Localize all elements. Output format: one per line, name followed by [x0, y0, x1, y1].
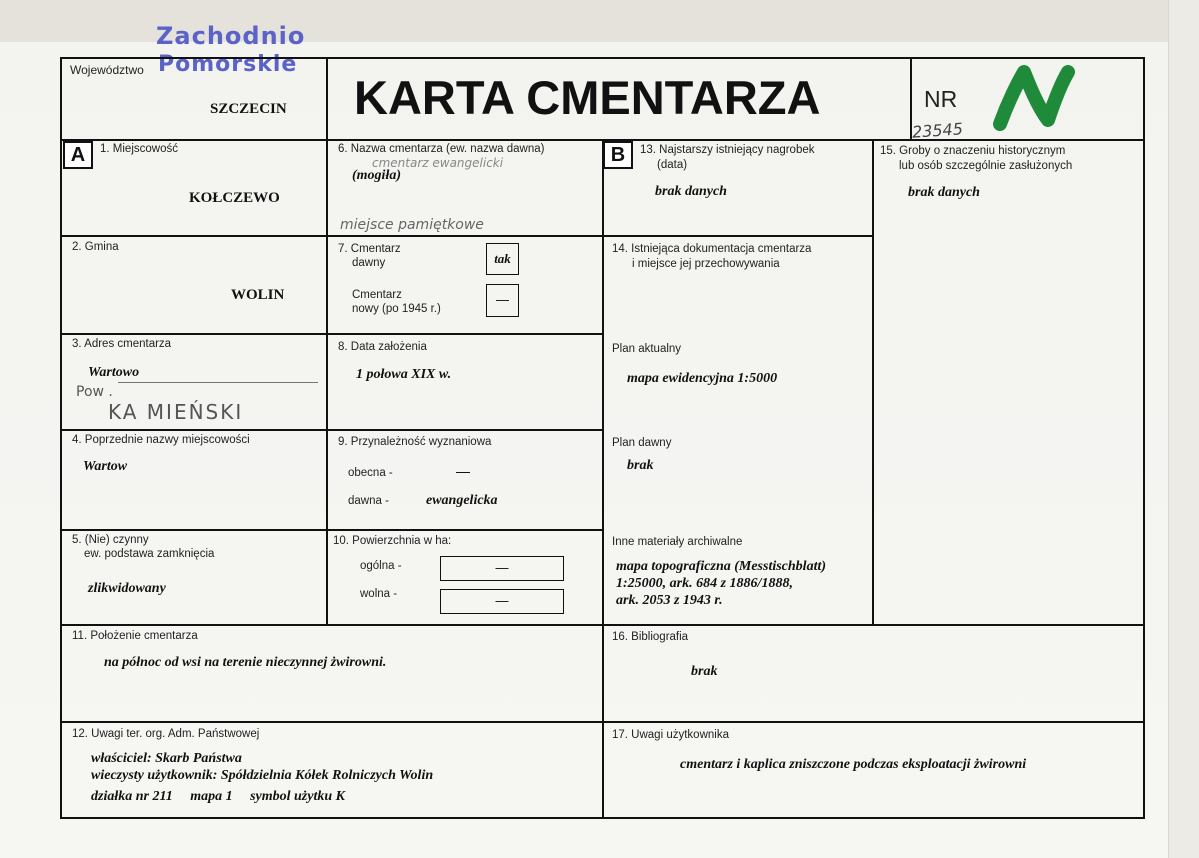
right-strip: [1168, 0, 1199, 858]
field12-line2: wieczysty użytkownik: Spółdzielnia Kółek Rolniczych Wolin: [91, 768, 434, 783]
underline: [118, 382, 318, 383]
marker-n-icon: [990, 62, 1085, 134]
city-value: SZCZECIN: [210, 101, 287, 117]
field11-value: na północ od wsi na terenie nieczynnej żwirowni.: [104, 655, 387, 670]
field4-label: 4. Poprzednie nazwy miejscowości: [72, 434, 250, 446]
field1-label: 1. Miejscowość: [100, 143, 178, 155]
field17-value: cmentarz i kaplica zniszczone podczas eksploatacji żwirowni: [680, 757, 1027, 772]
field11-label: 11. Położenie cmentarza: [72, 630, 198, 642]
page-title: KARTA CMENTARZA: [354, 71, 821, 124]
field15-value: brak danych: [908, 185, 980, 200]
field14-plan-aktualny-label: Plan aktualny: [612, 343, 682, 355]
stamp-line2: Pomorskie: [158, 52, 298, 77]
field14-inne-line3: ark. 2053 z 1943 r.: [616, 593, 723, 608]
divider: [62, 529, 602, 531]
field13-label1: 13. Najstarszy istniejący nagrobek: [640, 144, 815, 156]
field6-label: 6. Nazwa cmentarza (ew. nazwa dawna): [338, 143, 545, 155]
field10-wolna-value: —: [495, 593, 509, 608]
field12-line3: działka nr 211 mapa 1 symbol użytku K: [91, 789, 345, 804]
field7-nowy-value: —: [496, 292, 509, 307]
field9-dawna-value: ewangelicka: [426, 493, 498, 508]
section-a-letter: A: [63, 141, 93, 169]
field10-ogolna-box: [440, 556, 564, 581]
field9-obecna-value: —: [456, 463, 470, 479]
field9-label: 9. Przynależność wyznaniowa: [338, 436, 492, 448]
field12-label: 12. Uwagi ter. org. Adm. Państwowej: [72, 728, 260, 740]
field13-value: brak danych: [655, 184, 727, 199]
field10-ogolna-value: —: [495, 560, 509, 575]
divider: [62, 235, 874, 237]
field5-label1: 5. (Nie) czynny: [72, 534, 149, 546]
wojewodztwo-label: Województwo: [70, 63, 144, 77]
field5-value: zlikwidowany: [88, 581, 166, 596]
field7-label1a: 7. Cmentarz: [338, 243, 401, 255]
field2-value: WOLIN: [231, 287, 285, 303]
field10-wolna-box: [440, 589, 564, 614]
field6-value: (mogiła): [352, 168, 401, 183]
field10-ogolna-label: ogólna -: [360, 560, 402, 572]
nr-handwritten: 23545: [911, 119, 964, 142]
field12-line1: właściciel: Skarb Państwa: [91, 751, 242, 766]
divider: [326, 59, 328, 624]
field3-label: 3. Adres cmentarza: [72, 338, 172, 350]
field7-nowy-box: [486, 284, 519, 317]
divider: [62, 333, 602, 335]
field15-label2: lub osób szczególnie zasłużonych: [899, 160, 1073, 172]
divider: [62, 429, 602, 431]
field6-handwritten2: miejsce pamiętkowe: [340, 217, 484, 233]
field14-inne-line1: mapa topograficzna (Messtischblatt): [616, 559, 827, 574]
field10-label: 10. Powierzchnia w ha:: [333, 535, 452, 547]
field1-value: KOŁCZEWO: [189, 190, 280, 206]
field2-label: 2. Gmina: [72, 241, 119, 253]
field14-plan-aktualny-value: mapa ewidencyjna 1:5000: [627, 371, 778, 386]
field14-plan-dawny-label: Plan dawny: [612, 437, 672, 449]
field14-inne-label: Inne materiały archiwalne: [612, 536, 743, 548]
field14-label2: i miejsce jej przechowywania: [632, 258, 780, 270]
field16-value: brak: [691, 664, 718, 679]
field7-dawny-box: [486, 243, 519, 275]
field9-obecna-label: obecna -: [348, 467, 393, 479]
section-b-letter: B: [603, 141, 633, 169]
field6-handwritten1: cmentarz ewangelicki: [372, 156, 504, 170]
field4-value: Wartow: [83, 459, 128, 474]
field10-wolna-label: wolna -: [360, 588, 398, 600]
field5-label2: ew. podstawa zamknięcia: [84, 548, 215, 560]
nr-label: NR: [924, 86, 958, 112]
field14-inne-line2: 1:25000, ark. 684 z 1886/1888,: [616, 576, 793, 591]
field13-label2: (data): [657, 159, 688, 171]
field14-plan-dawny-value: brak: [627, 458, 654, 473]
divider: [602, 139, 604, 819]
field15-label1: 15. Groby o znaczeniu historycznym: [880, 145, 1066, 157]
field8-value: 1 połowa XIX w.: [356, 367, 452, 382]
field14-label1: 14. Istniejąca dokumentacja cmentarza: [612, 243, 812, 255]
field7-label2a: Cmentarz: [352, 289, 402, 301]
field9-dawna-label: dawna -: [348, 495, 389, 507]
field7-label1b: dawny: [352, 257, 386, 269]
stamp-line1: Zachodnio: [156, 22, 306, 50]
divider: [872, 139, 874, 625]
field16-label: 16. Bibliografia: [612, 631, 689, 643]
field3-handwritten1: Pow .: [76, 384, 113, 400]
field7-dawny-value: tak: [494, 251, 511, 266]
field3-value: Wartowo: [88, 365, 140, 380]
field3-handwritten2: KA MIEŃSKI: [108, 400, 244, 424]
field8-label: 8. Data założenia: [338, 341, 427, 353]
field7-label2b: nowy (po 1945 r.): [352, 303, 441, 315]
field17-label: 17. Uwagi użytkownika: [612, 729, 729, 741]
